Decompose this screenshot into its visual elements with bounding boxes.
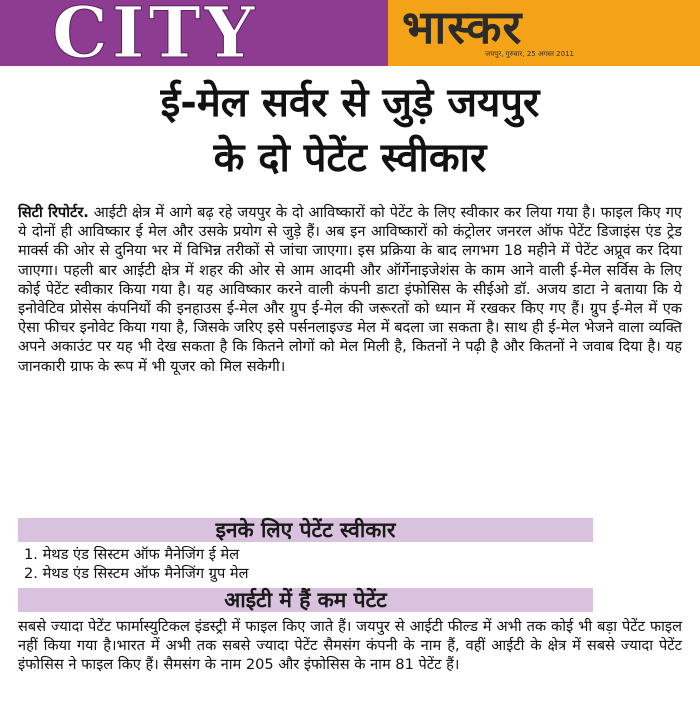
reporter-credit: सिटी रिपोर्टर. xyxy=(18,204,89,221)
headline xyxy=(0,76,700,186)
dateline: जयपुर, गुरुवार, 25 अगस्त 2011 xyxy=(485,50,574,58)
bhaskar-logo: भास्कर xyxy=(402,0,523,54)
masthead-brand-block xyxy=(388,0,700,66)
article-body xyxy=(18,203,682,376)
section-heading-patents-accepted: इनके लिए पेटेंट स्वीकार xyxy=(18,518,593,542)
section-2-paragraph: सबसे ज्यादा पेटेंट फार्मास्युटिकल इंडस्ट्री में फाइल किए जाते हैं। जयपुर से आईटी फील्ड में अभी तक कोई भी बड़ा पेटेंट फाइल नहीं किया गया है।भारत में अभी तक सबसे ज्यादा पेटेंट सैमसंग कंपनी के नाम हैं, वहीं आईटी के क्षेत्र में सबसे ज्यादा पेटेंट इंफोसिस ने फाइल किए हैं। सैमसंग के नाम 205 और इंफोसिस के नाम 81 पेटेंट हैं। xyxy=(18,618,682,674)
section-heading-few-patents-in-it: आईटी में हैं कम पेटेंट xyxy=(18,588,593,612)
headline-line-2: के दो पेटेंट स्वीकार xyxy=(213,135,487,181)
article-paragraph: आईटी क्षेत्र में आगे बढ़ रहे जयपुर के दो आविष्कारों को पेटेंट के लिए स्वीकार कर लिया गया है। फाइल किए गए ये दोनों ही आविष्कार ई मेल और उसके प्रयोग से जुड़े हैं। अब इन आविष्कारों को कंट्रोलर जनरल ऑफ पेटेंट डिजाइंस एंड ट्रेड मार्क्स की ओर से दुनिया भर में विभिन्न तरीकों से जांचा जाएगा। इस प्रक्रिया के बाद लगभग 18 महीने में पेटेंट अप्रूव कर दिया जाएगा। पहली बार आईटी क्षेत्र में शहर की ओर से आम आदमी और ऑर्गेनाइजेशंस के काम आने वाली ई-मेल सर्विस के लिए कोई पेटेंट स्वीकार किया गया है। यह आविष्कार करने वाली कंपनी डाटा इंफोसिस के सीईओ डॉ. अजय डाटा ने बताया कि ये इनोवेटिव प्रोसेस कंपनियों की इनहाउस ई-मेल और ग्रुप ई-मेल की जरूरतों को ध्यान में रखकर किए गए हैं। ग्रुप ई-मेल में एक ऐसा फीचर इनोवेट किया गया है, जिसके जरिए इसे पर्सनलाइज्ड मेल में बदला जा सकता है। साथ ही ई-मेल भेजने वाला व्यक्ति अपने अकाउंट पर यह भी देख सकता है कि कितने लोगों को मेल मिली है, कितनों ने पढ़ी है और कितनों ने जवाब दिया है। यह जानकारी ग्राफ के रूप में भी यूजर को मिल सकेगी। xyxy=(18,204,682,375)
list-item: 2. मेथड एंड सिस्टम ऑफ मैनेजिंग ग्रुप मेल xyxy=(24,565,249,582)
list-item: 1. मेथड एंड सिस्टम ऑफ मैनेजिंग ई मेल xyxy=(24,546,240,563)
city-logo: CITY xyxy=(52,0,259,66)
masthead xyxy=(0,0,700,66)
masthead-city-block xyxy=(0,0,388,66)
headline-line-1: ई-मेल सर्वर से जुड़े जयपुर xyxy=(160,80,540,126)
patent-list xyxy=(24,545,249,583)
